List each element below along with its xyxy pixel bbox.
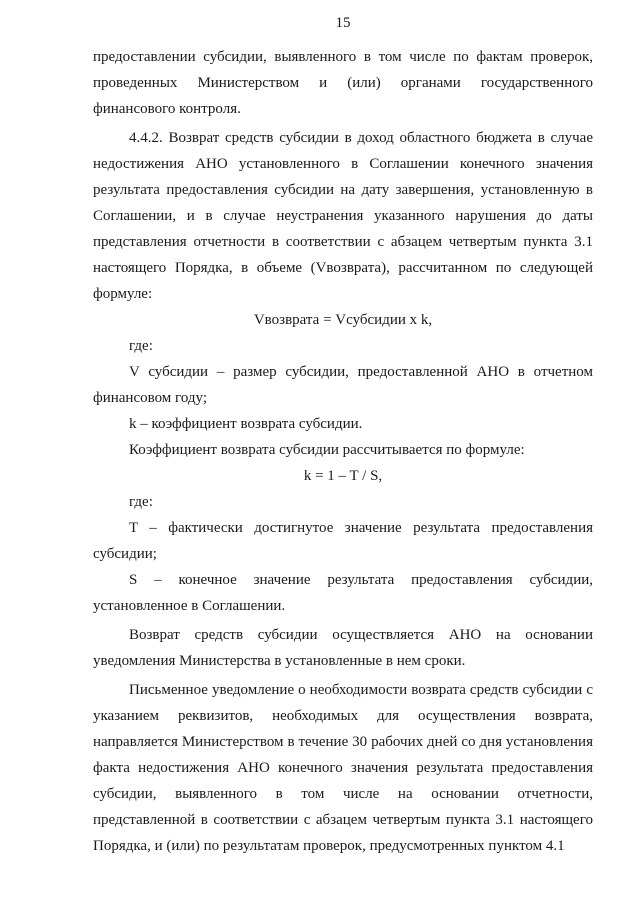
definition-k: k – коэффициент возврата субсидии. xyxy=(129,416,363,432)
where-label-2: где: xyxy=(129,494,153,510)
coefficient-intro: Коэффициент возврата субсидии рассчитывается по формуле: xyxy=(129,442,525,458)
page-number: 15 xyxy=(335,15,351,31)
paragraph-return-basis: Возврат средств субсидии осуществляется АНО на основании уведомления Министерства в установленные в нем сроки. xyxy=(93,627,593,669)
paragraph-continuation: предоставлении субсидии, выявленного в том числе по фактам проверок, проведенных Министерством и (или) органами государственного финансового контроля. xyxy=(93,49,593,117)
definition-s: S – конечное значение результата предоставления субсидии, установленное в Соглашении. xyxy=(93,572,593,614)
definition-t: T – фактически достигнутое значение результата предоставления субсидии; xyxy=(93,520,593,562)
document-page xyxy=(93,14,593,859)
definition-v-subsidy: V субсидии – размер субсидии, предоставленной АНО в отчетном финансовом году; xyxy=(93,364,593,406)
where-label-1: где: xyxy=(129,338,153,354)
paragraph-written-notice: Письменное уведомление о необходимости возврата средств субсидии с указанием реквизитов, необходимых для осуществления возврата, направляется Министерством в течение 30 рабочих дней со дня установления факта недостижения АНО конечного значения результата предоставления субсидии, выявленного в том числе на основании отчетности, представленной в соответствии с абзацем четвертым пункта 3.1 настоящего Порядка, и (или) по результатам проверок, предусмотренных пунктом 4.1 xyxy=(93,682,593,854)
formula-coefficient: k = 1 – T / S, xyxy=(303,468,383,484)
formula-return-volume: Vвозврата = Vсубсидии x k, xyxy=(253,312,433,328)
paragraph-4-4-2: 4.4.2. Возврат средств субсидии в доход областного бюджета в случае недостижения АНО установленного в Соглашении конечного значения результата предоставления субсидии на дату завершения, установленную в Соглашении, и в случае неустранения указанного нарушения до даты представления отчетности в соответствии с абзацем четвертым пункта 3.1 настоящего Порядка, в объеме (Vвозврата), рассчитанном по следующей формуле: xyxy=(93,130,593,302)
